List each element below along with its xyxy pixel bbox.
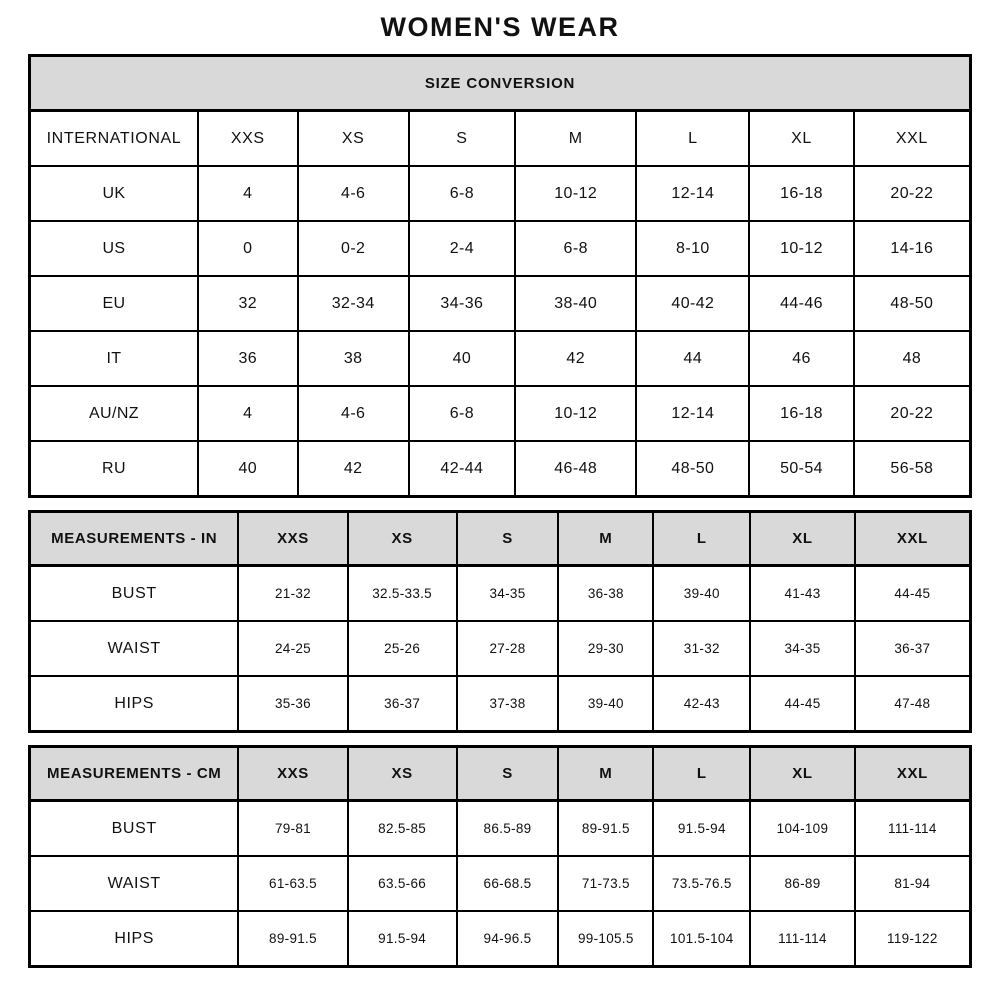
value-cell: 10-12 [515,166,636,221]
header-label-cell: MEASUREMENTS - IN [30,512,239,566]
value-cell: 4-6 [298,166,409,221]
value-cell: 48-50 [854,276,971,331]
row-label-cell: UK [30,166,198,221]
header-size-cell: S [457,747,559,801]
value-cell: 12-14 [636,386,749,441]
table-row [30,221,971,276]
value-cell: 44-45 [855,566,971,622]
value-cell: 56-58 [854,441,971,497]
value-cell: 36-37 [348,676,457,732]
value-cell: 6-8 [409,386,515,441]
table-row [30,331,971,386]
value-cell: 0-2 [298,221,409,276]
header-size-cell: XXL [854,111,971,167]
row-label-cell: WAIST [30,621,239,676]
value-cell: 101.5-104 [653,911,750,967]
header-size-cell: XS [348,512,457,566]
header-size-cell: XL [750,747,854,801]
row-label-cell: RU [30,441,198,497]
value-cell: 48 [854,331,971,386]
value-cell: 34-35 [457,566,559,622]
table-header-row [30,512,971,566]
header-size-cell: M [515,111,636,167]
value-cell: 40 [198,441,298,497]
value-cell: 46-48 [515,441,636,497]
value-cell: 12-14 [636,166,749,221]
table-row [30,441,971,497]
value-cell: 4 [198,166,298,221]
size-chart-page [28,0,972,968]
header-size-cell: L [636,111,749,167]
value-cell: 44-46 [749,276,853,331]
header-size-cell: XL [749,111,853,167]
value-cell: 42 [298,441,409,497]
value-cell: 4-6 [298,386,409,441]
row-label-cell: BUST [30,801,239,857]
value-cell: 91.5-94 [348,911,457,967]
value-cell: 16-18 [749,166,853,221]
value-cell: 119-122 [855,911,971,967]
value-cell: 39-40 [653,566,750,622]
header-size-cell: XXS [238,747,347,801]
value-cell: 73.5-76.5 [653,856,750,911]
value-cell: 81-94 [855,856,971,911]
value-cell: 42-43 [653,676,750,732]
header-size-cell: XXL [855,747,971,801]
value-cell: 32 [198,276,298,331]
value-cell: 20-22 [854,166,971,221]
row-label-cell: BUST [30,566,239,622]
value-cell: 27-28 [457,621,559,676]
table-row [30,566,971,622]
value-cell: 86.5-89 [457,801,559,857]
value-cell: 50-54 [749,441,853,497]
table-banner: SIZE CONVERSION [30,56,971,111]
value-cell: 32.5-33.5 [348,566,457,622]
value-cell: 14-16 [854,221,971,276]
value-cell: 79-81 [238,801,347,857]
value-cell: 20-22 [854,386,971,441]
header-size-cell: XL [750,512,854,566]
table-header-row [30,111,971,167]
table-row [30,856,971,911]
table-row [30,166,971,221]
table-row [30,801,971,857]
value-cell: 44 [636,331,749,386]
value-cell: 36 [198,331,298,386]
value-cell: 71-73.5 [558,856,653,911]
value-cell: 36-38 [558,566,653,622]
value-cell: 111-114 [855,801,971,857]
value-cell: 8-10 [636,221,749,276]
value-cell: 42 [515,331,636,386]
size-conversion-table [28,54,972,498]
value-cell: 35-36 [238,676,347,732]
value-cell: 94-96.5 [457,911,559,967]
value-cell: 31-32 [653,621,750,676]
measurements-cm-table [28,745,972,968]
header-size-cell: M [558,747,653,801]
value-cell: 42-44 [409,441,515,497]
header-size-cell: S [409,111,515,167]
value-cell: 104-109 [750,801,854,857]
row-label-cell: IT [30,331,198,386]
table-row [30,676,971,732]
table-banner-row [30,56,971,111]
row-label-cell: WAIST [30,856,239,911]
value-cell: 6-8 [515,221,636,276]
table-row [30,276,971,331]
tables-container [28,54,972,968]
value-cell: 29-30 [558,621,653,676]
row-label-cell: HIPS [30,911,239,967]
value-cell: 47-48 [855,676,971,732]
value-cell: 38-40 [515,276,636,331]
value-cell: 0 [198,221,298,276]
measurements-in-table [28,510,972,733]
value-cell: 61-63.5 [238,856,347,911]
value-cell: 89-91.5 [238,911,347,967]
value-cell: 40-42 [636,276,749,331]
value-cell: 48-50 [636,441,749,497]
header-size-cell: XXS [198,111,298,167]
row-label-cell: HIPS [30,676,239,732]
header-label-cell: MEASUREMENTS - CM [30,747,239,801]
header-size-cell: XXS [238,512,347,566]
row-label-cell: EU [30,276,198,331]
value-cell: 34-36 [409,276,515,331]
value-cell: 21-32 [238,566,347,622]
table-row [30,386,971,441]
value-cell: 111-114 [750,911,854,967]
value-cell: 34-35 [750,621,854,676]
value-cell: 44-45 [750,676,854,732]
header-size-cell: M [558,512,653,566]
value-cell: 63.5-66 [348,856,457,911]
value-cell: 36-37 [855,621,971,676]
value-cell: 41-43 [750,566,854,622]
value-cell: 46 [749,331,853,386]
value-cell: 99-105.5 [558,911,653,967]
value-cell: 89-91.5 [558,801,653,857]
value-cell: 38 [298,331,409,386]
value-cell: 25-26 [348,621,457,676]
row-label-cell: US [30,221,198,276]
header-size-cell: L [653,747,750,801]
value-cell: 10-12 [749,221,853,276]
header-label-cell: INTERNATIONAL [30,111,198,167]
value-cell: 40 [409,331,515,386]
value-cell: 6-8 [409,166,515,221]
value-cell: 2-4 [409,221,515,276]
header-size-cell: S [457,512,559,566]
value-cell: 39-40 [558,676,653,732]
value-cell: 16-18 [749,386,853,441]
value-cell: 91.5-94 [653,801,750,857]
value-cell: 37-38 [457,676,559,732]
table-row [30,911,971,967]
page-title: WOMEN'S WEAR [380,12,620,42]
table-header-row [30,747,971,801]
value-cell: 82.5-85 [348,801,457,857]
value-cell: 24-25 [238,621,347,676]
header-size-cell: XS [298,111,409,167]
value-cell: 66-68.5 [457,856,559,911]
value-cell: 4 [198,386,298,441]
value-cell: 10-12 [515,386,636,441]
header-size-cell: L [653,512,750,566]
value-cell: 86-89 [750,856,854,911]
row-label-cell: AU/NZ [30,386,198,441]
header-size-cell: XXL [855,512,971,566]
table-row [30,621,971,676]
header-size-cell: XS [348,747,457,801]
value-cell: 32-34 [298,276,409,331]
